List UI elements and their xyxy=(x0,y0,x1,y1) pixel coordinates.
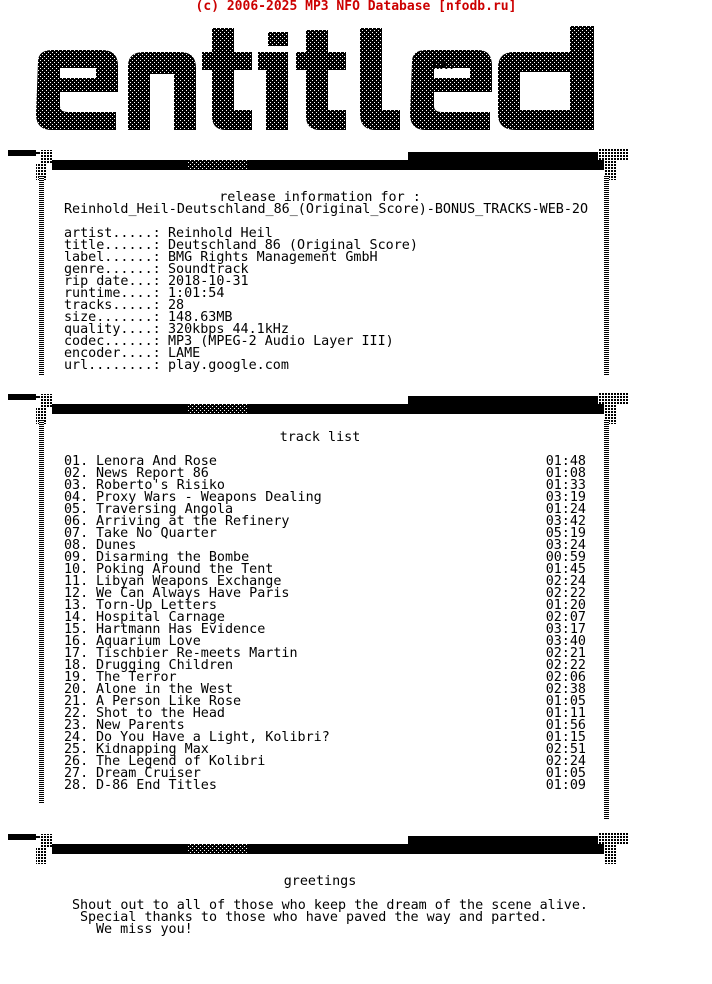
track-duration: 01:20 xyxy=(545,598,586,613)
track-duration: 02:24 xyxy=(545,754,586,769)
track-title: Proxy Wars - Weapons Dealing xyxy=(96,490,322,505)
track-duration: 03:24 xyxy=(545,538,586,553)
track-duration: 01:24 xyxy=(545,502,586,517)
track-number: 12. xyxy=(64,586,89,601)
track-number: 24. xyxy=(64,730,89,745)
track-number: 03. xyxy=(64,478,89,493)
track-duration: 03:17 xyxy=(545,622,586,637)
track-duration: 05:19 xyxy=(545,526,586,541)
track-number: 20. xyxy=(64,682,89,697)
track-title: New Parents xyxy=(96,718,185,733)
track-duration: 01:05 xyxy=(545,766,586,781)
entitled-logo xyxy=(30,22,630,140)
track-title: We Can Always Have Paris xyxy=(96,586,290,601)
track-title: Lenora And Rose xyxy=(96,454,217,469)
greetings-line: Special thanks to those who have paved the way and parted. xyxy=(80,910,548,925)
track-duration: 02:38 xyxy=(545,682,586,697)
track-title: Aquarium Love xyxy=(96,634,201,649)
release-field-label: codec......: xyxy=(64,334,161,349)
release-field-value: 28 xyxy=(168,298,185,313)
track-number: 23. xyxy=(64,718,89,733)
release-field-value[interactable]: play.google.com xyxy=(168,358,289,373)
track-title: Disarming the Bombe xyxy=(96,550,250,565)
greetings-line: Shout out to all of those who keep the dream of the scene alive. xyxy=(72,898,588,913)
track-duration: 02:22 xyxy=(545,658,586,673)
track-number: 16. xyxy=(64,634,89,649)
track-title: Shot to the Head xyxy=(96,706,225,721)
release-field-label: size.......: xyxy=(64,310,161,325)
track-duration: 01:09 xyxy=(545,778,586,793)
release-field-value: 2018-10-31 xyxy=(168,274,249,289)
release-field-label: url........: xyxy=(64,358,161,373)
track-duration: 02:21 xyxy=(545,646,586,661)
frame-border-top xyxy=(8,830,632,864)
track-row xyxy=(64,780,586,792)
track-title: Hartmann Has Evidence xyxy=(96,622,266,637)
track-duration: 01:11 xyxy=(545,706,586,721)
track-number: 21. xyxy=(64,694,89,709)
track-number: 05. xyxy=(64,502,89,517)
group-tag: hX! xyxy=(432,58,456,73)
track-title: Take No Quarter xyxy=(96,526,217,541)
track-duration: 01:45 xyxy=(545,562,586,577)
release-field-label: artist.....: xyxy=(64,226,161,241)
track-title: Alone in the West xyxy=(96,682,234,697)
track-title: Roberto's Risiko xyxy=(96,478,225,493)
track-number: 27. xyxy=(64,766,89,781)
release-field-value: LAME xyxy=(168,346,201,361)
track-number: 19. xyxy=(64,670,89,685)
tracklist-heading: track list xyxy=(279,430,361,445)
track-row xyxy=(64,528,586,540)
track-duration: 00:59 xyxy=(545,550,586,565)
greetings-line: We miss you! xyxy=(96,922,193,937)
track-duration: 01:05 xyxy=(545,694,586,709)
release-info-section xyxy=(8,146,632,382)
track-number: 17. xyxy=(64,646,89,661)
track-duration: 03:42 xyxy=(545,514,586,529)
track-title: Drugging Children xyxy=(96,658,234,673)
release-field-value: 1:01:54 xyxy=(168,286,225,301)
track-title: Torn-Up Letters xyxy=(96,598,217,613)
track-number: 02. xyxy=(64,466,89,481)
track-title: The Terror xyxy=(96,670,177,685)
track-number: 28. xyxy=(64,778,89,793)
track-duration: 02:22 xyxy=(545,586,586,601)
frame-border-left xyxy=(39,420,44,804)
release-field-label: runtime....: xyxy=(64,286,161,301)
release-field-label: encoder....: xyxy=(64,346,161,361)
frame-border-left xyxy=(39,176,44,376)
track-number: 07. xyxy=(64,526,89,541)
release-field-label: label......: xyxy=(64,250,161,265)
track-number: 18. xyxy=(64,658,89,673)
track-duration: 02:51 xyxy=(545,742,586,757)
track-number: 08. xyxy=(64,538,89,553)
release-field-label: title......: xyxy=(64,238,161,253)
track-number: 25. xyxy=(64,742,89,757)
track-duration: 02:24 xyxy=(545,574,586,589)
frame-border-top xyxy=(8,146,632,180)
track-title: Kidnapping Max xyxy=(96,742,209,757)
tracklist-section xyxy=(8,390,632,822)
track-duration: 01:15 xyxy=(545,730,586,745)
track-duration: 02:06 xyxy=(545,670,586,685)
frame-border-right xyxy=(604,176,609,376)
release-field-value: BMG Rights Management GmbH xyxy=(168,250,378,265)
track-title: Libyan Weapons Exchange xyxy=(96,574,282,589)
release-field-label: rip date...: xyxy=(64,274,161,289)
release-field-label: genre......: xyxy=(64,262,161,277)
track-title: The Legend of Kolibri xyxy=(96,754,266,769)
release-field-value: 320kbps 44.1kHz xyxy=(168,322,289,337)
track-duration: 03:19 xyxy=(545,490,586,505)
track-number: 14. xyxy=(64,610,89,625)
track-title: Arriving at the Refinery xyxy=(96,514,290,529)
track-number: 09. xyxy=(64,550,89,565)
release-heading: release information for : xyxy=(219,190,421,205)
track-number: 11. xyxy=(64,574,89,589)
track-title: D-86 End Titles xyxy=(96,778,217,793)
track-title: Tischbier Re-meets Martin xyxy=(96,646,298,661)
release-field-label: tracks.....: xyxy=(64,298,161,313)
release-field-label: quality....: xyxy=(64,322,161,337)
track-title: Dunes xyxy=(96,538,137,553)
release-field-value: Soundtrack xyxy=(168,262,249,277)
track-duration: 01:33 xyxy=(545,478,586,493)
track-number: 15. xyxy=(64,622,89,637)
track-number: 13. xyxy=(64,598,89,613)
track-duration: 03:40 xyxy=(545,634,586,649)
track-number: 10. xyxy=(64,562,89,577)
track-title: News Report 86 xyxy=(96,466,209,481)
release-field-value: Deutschland 86 (Original Score) xyxy=(168,238,418,253)
track-duration: 02:07 xyxy=(545,610,586,625)
release-field-value: Reinhold Heil xyxy=(168,226,273,241)
track-duration: 01:56 xyxy=(545,718,586,733)
release-name[interactable]: Reinhold_Heil-Deutschland_86_(Original_Score)-BONUS_TRACKS-WEB-2O xyxy=(64,202,589,217)
track-title: A Person Like Rose xyxy=(96,694,242,709)
track-title: Traversing Angola xyxy=(96,502,234,517)
track-number: 06. xyxy=(64,514,89,529)
greetings-section xyxy=(8,830,632,950)
release-field-value: 148.63MB xyxy=(168,310,233,325)
track-number: 04. xyxy=(64,490,89,505)
track-duration: 01:48 xyxy=(545,454,586,469)
greetings-heading: greetings xyxy=(283,874,357,889)
track-title: Do You Have a Light, Kolibri? xyxy=(96,730,330,745)
track-title: Hospital Carnage xyxy=(96,610,225,625)
track-duration: 01:08 xyxy=(545,466,586,481)
track-number: 22. xyxy=(64,706,89,721)
frame-border-top xyxy=(8,390,632,424)
track-number: 26. xyxy=(64,754,89,769)
track-number: 01. xyxy=(64,454,89,469)
frame-border-right xyxy=(604,420,609,820)
site-credit[interactable]: (c) 2006-2025 MP3 NFO Database [nfodb.ru] xyxy=(195,0,517,14)
release-field-value: MP3 (MPEG-2 Audio Layer III) xyxy=(168,334,394,349)
track-title: Dream Cruiser xyxy=(96,766,201,781)
track-title: Poking Around the Tent xyxy=(96,562,274,577)
